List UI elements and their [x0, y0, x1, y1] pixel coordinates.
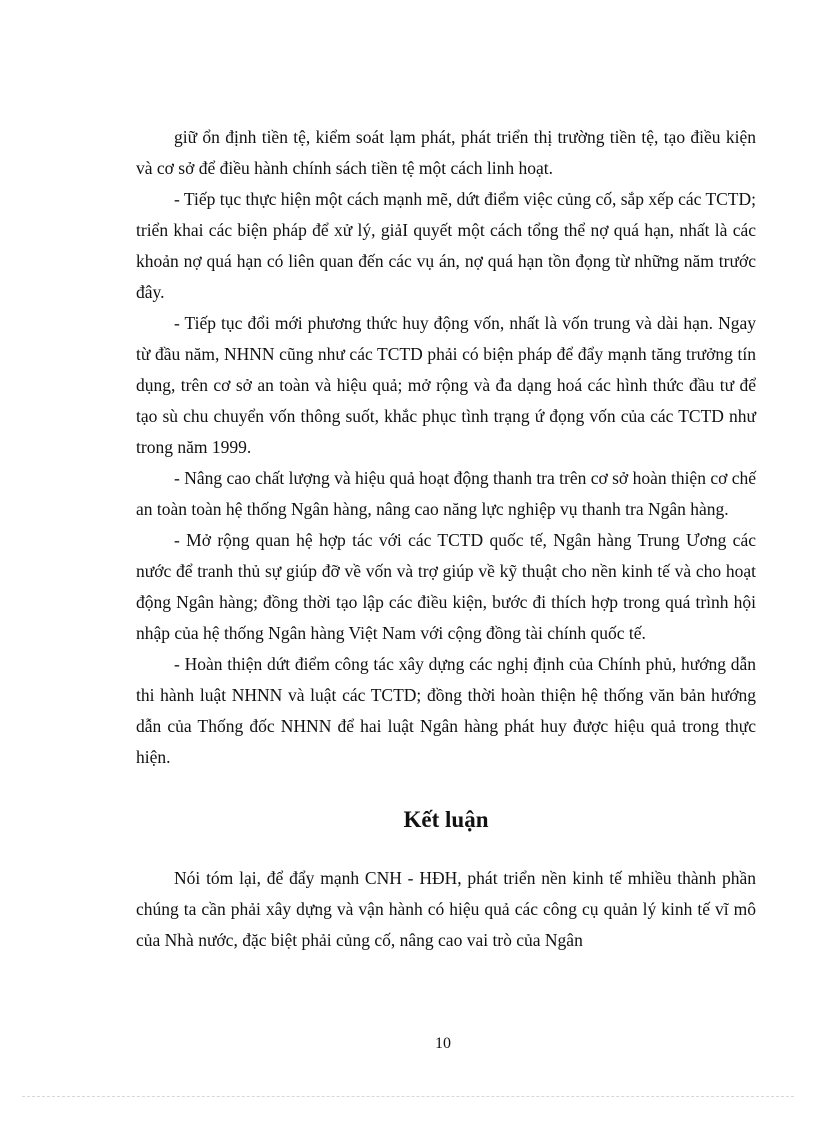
- conclusion-heading: Kết luận: [403, 807, 489, 832]
- page-bottom-divider: [22, 1096, 794, 1097]
- page-number: 10: [435, 1035, 451, 1052]
- paragraph-restructure-tctd: - Tiếp tục thực hiện một cách mạnh mẽ, dứt điểm việc củng cố, sắp xếp các TCTD; triển khai các biện pháp để xử lý, giảI quyết một cách tổng thể nợ quá hạn, nhất là các khoản nợ quá hạn có liên quan đến các vụ án, nợ quá hạn tồn đọng từ những năm trước đây.: [136, 189, 756, 302]
- paragraph-monetary-policy: giữ ổn định tiền tệ, kiểm soát lạm phát, phát triển thị trường tiền tệ, tạo điều kiện và cơ sở để điều hành chính sách tiền tệ một cách linh hoạt.: [136, 127, 756, 178]
- paragraph-legal-framework: - Hoàn thiện dứt điểm công tác xây dựng các nghị định của Chính phủ, hướng dẫn thi hành luật NHNN và luật các TCTD; đồng thời hoàn thiện hệ thống văn bản hướng dẫn của Thống đốc NHNN để hai luật Ngân hàng phát huy được hiệu quả trong thực hiện.: [136, 654, 756, 767]
- document-body: [136, 122, 756, 956]
- paragraph-conclusion: Nói tóm lại, để đẩy mạnh CNH - HĐH, phát triển nền kinh tế mhiều thành phần chúng ta cần phải xây dựng và vận hành có hiệu quả các công cụ quản lý kinh tế vĩ mô của Nhà nước, đặc biệt phải củng cố, nâng cao vai trò của Ngân: [136, 868, 756, 950]
- paragraph-international-cooperation: - Mở rộng quan hệ hợp tác với các TCTD quốc tế, Ngân hàng Trung Ương các nước để tranh thủ sự giúp đỡ về vốn và trợ giúp về kỹ thuật cho nền kinh tế và cho hoạt động Ngân hàng; đồng thời tạo lập các điều kiện, bước đi thích hợp trong quá trình hội nhập của hệ thống Ngân hàng Việt Nam với cộng đồng tài chính quốc tế.: [136, 530, 756, 643]
- paragraph-inspection: - Nâng cao chất lượng và hiệu quả hoạt động thanh tra trên cơ sở hoàn thiện cơ chế an toàn toàn hệ thống Ngân hàng, nâng cao năng lực nghiệp vụ thanh tra Ngân hàng.: [136, 468, 757, 519]
- paragraph-capital-mobilization: - Tiếp tục đổi mới phương thức huy động vốn, nhất là vốn trung và dài hạn. Ngay từ đầu năm, NHNN cũng như các TCTD phải có biện pháp để đẩy mạnh tăng trưởng tín dụng, trên cơ sở an toàn và hiệu quả; mở rộng và đa dạng hoá các hình thức đầu tư để tạo sù chu chuyển vốn thông suốt, khắc phục tình trạng ứ đọng vốn của các TCTD như trong năm 1999.: [136, 313, 756, 457]
